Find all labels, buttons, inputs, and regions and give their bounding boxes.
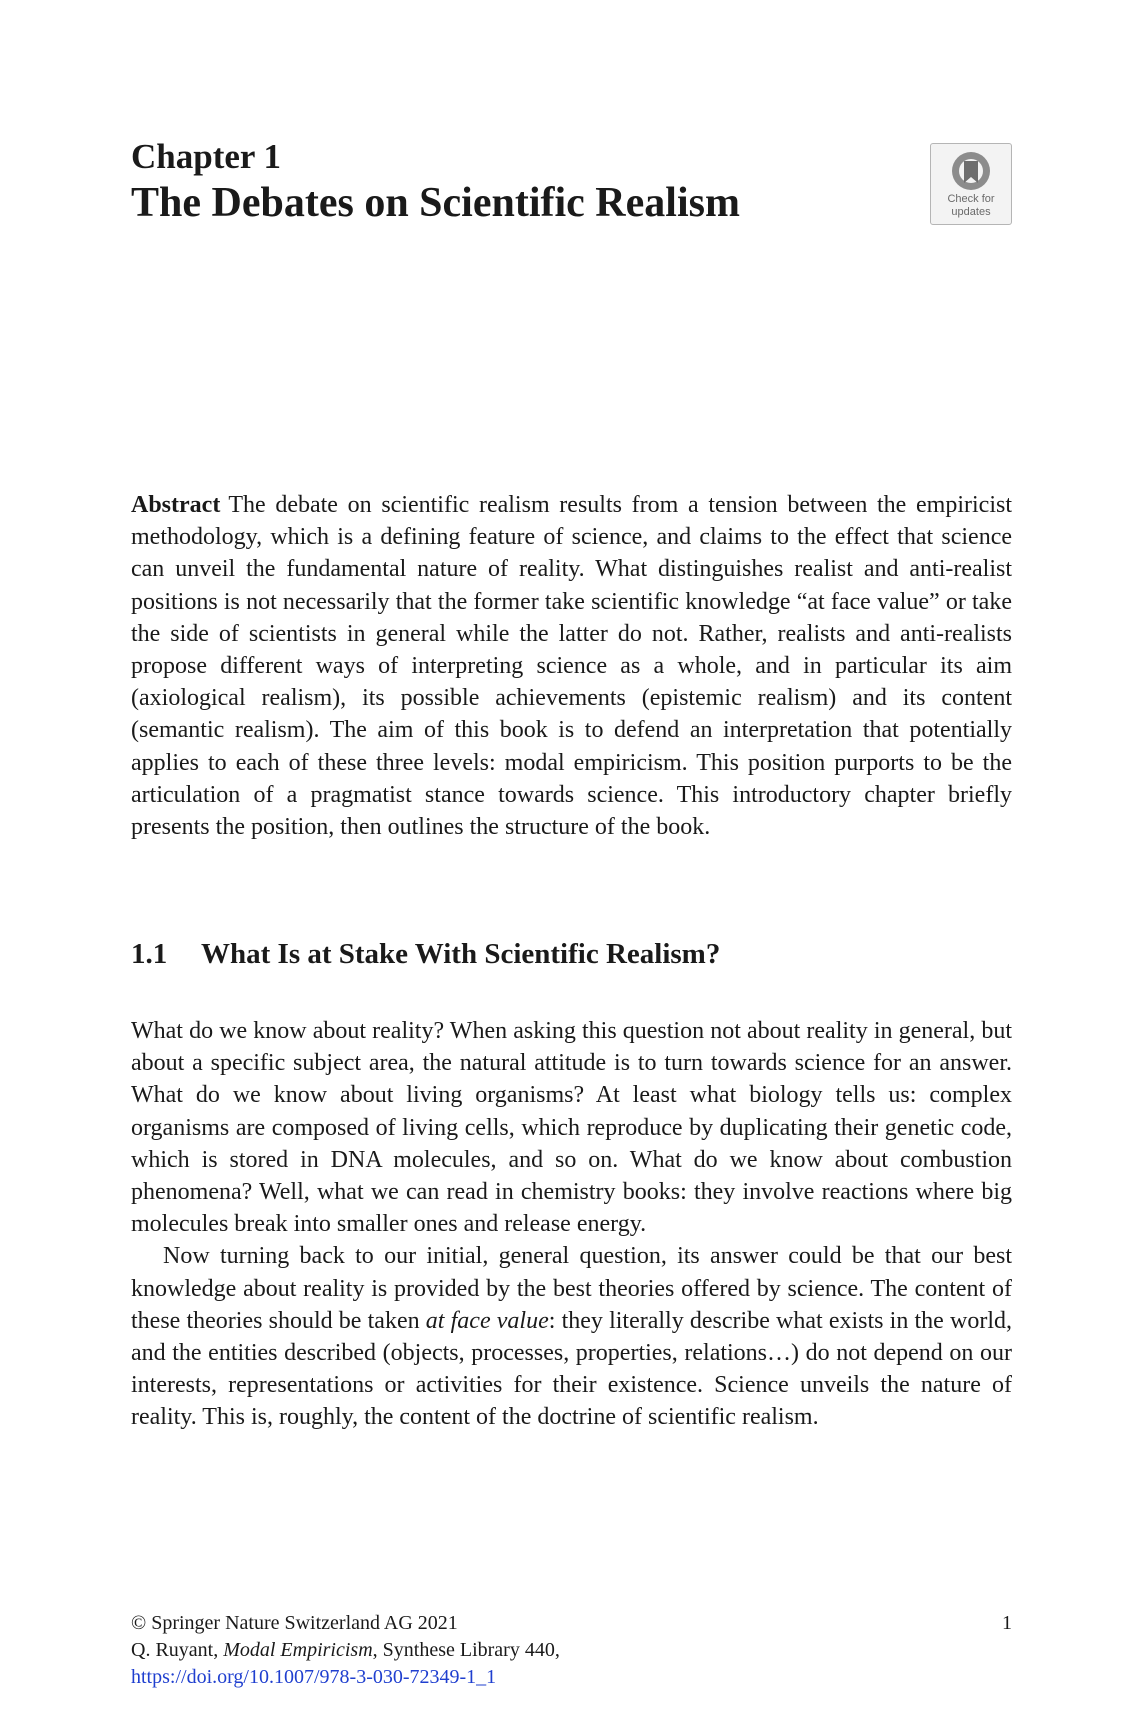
emphasis-at-face-value: at face value (425, 1307, 549, 1334)
chapter-label: Chapter 1 (131, 137, 282, 176)
copyright-line: © Springer Nature Switzerland AG 2021 (131, 1612, 458, 1634)
citation-author: Q. Ruyant, (131, 1639, 224, 1661)
section-heading (131, 936, 720, 972)
citation-book-title: Modal Empiricism (223, 1639, 373, 1661)
citation-line (131, 1637, 560, 1664)
abstract-label: Abstract (131, 492, 221, 518)
body-paragraph-2 (131, 1240, 1012, 1433)
abstract (131, 489, 1012, 843)
check-for-updates-button[interactable] (930, 143, 1012, 225)
abstract-text: The debate on scientific realism results from a tension between the empiricist methodology, which is a defining feature of science, and claims to the effect that science can unveil the fundamental nature of reality. What distinguishes realist and anti-realist positions is not necessarily that the former take scientific knowledge “at face value” or take the side of scientists in general while the latter do not. Rather, realists and anti-realists propose different ways of interpreting science as a whole, and in particular its aim (axiological realism), its possible achievements (epistemic realism) and its content (semantic realism). The aim of this book is to defend an interpretation that potentially applies to each of these three levels: modal empiricism. This position purports to be the articulation of a pragmatist stance towards science. This introductory chapter briefly presents the position, then outlines the structure of the book. (131, 492, 1012, 841)
section-title: What Is at Stake With Scientific Realism? (201, 938, 721, 970)
crossmark-line1: Check for (947, 193, 995, 205)
paragraph-2-end: : they literally describe what exists in the world, and the entities described (objects, processes, properties, relations…) do not depend on our interests, representations or activities for their existence. Science unveils the nature of reality. This is, roughly, the content of the doctrine of scientific realism. (131, 1307, 1012, 1431)
chapter-title: The Debates on Scientific Realism (131, 180, 740, 226)
paragraph-2-start: Now turning back to our initial, general question, its answer could be that our best knowledge about reality is provided by the best theories offered by science. The content of these theories should be taken (131, 1243, 1012, 1334)
page-number: 1 (1002, 1612, 1012, 1634)
citation-series: , Synthese Library 440, (372, 1639, 560, 1661)
footer (131, 1610, 560, 1691)
section-number: 1.1 (131, 938, 168, 970)
body-paragraph-1: What do we know about reality? When asking this question not about reality in general, but about a specific subject area, the natural attitude is to turn towards science for an answer. What do we know about living organisms? At least what biology tells us: complex organisms are composed of living cells, which reproduce by duplicating their genetic code, which is stored in DNA molecules, and so on. What do we know about combustion phenomena? Well, what we can read in chemistry books: they involve reactions where big molecules break into smaller ones and release energy. (131, 1018, 1012, 1238)
crossmark-line2: updates (951, 206, 991, 218)
crossmark-bookmark-icon (950, 150, 992, 192)
doi-link[interactable]: https://doi.org/10.1007/978-3-030-72349-1_1 (131, 1666, 497, 1688)
body-text (131, 1015, 1012, 1434)
